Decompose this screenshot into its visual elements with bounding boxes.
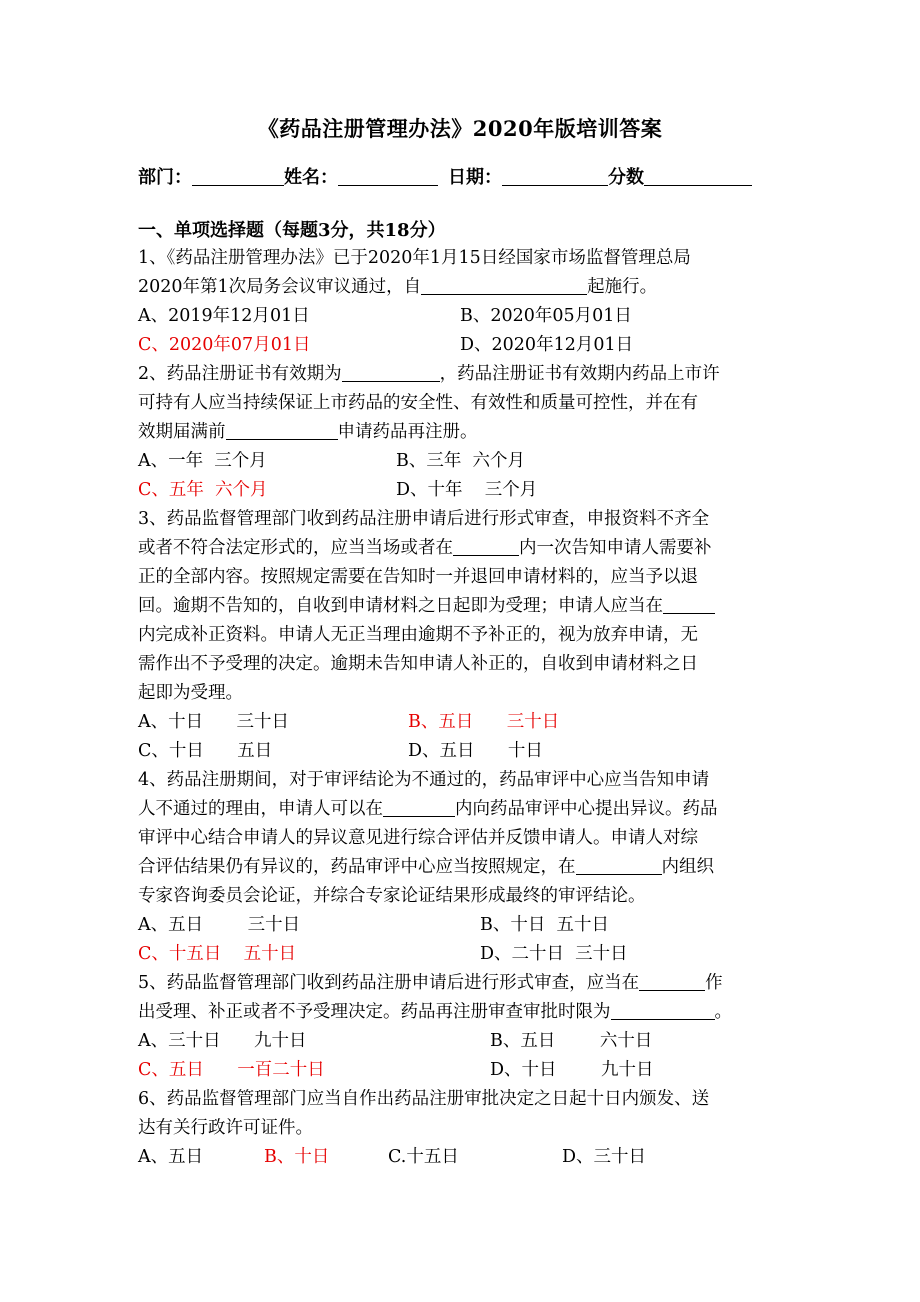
q6-options-row xyxy=(138,1143,798,1172)
q2-option-d[interactable]: D、十年 三个月 xyxy=(396,480,538,500)
q2-option-c-answer[interactable]: C、五年 六个月 xyxy=(138,480,268,500)
q1-options-row-1 xyxy=(138,302,798,331)
q3-line-7: 起即为受理。 xyxy=(138,683,243,703)
q2-line-2: 可持有人应当持续保证上市药品的安全性、有效性和质量可控性，并在有 xyxy=(138,393,698,413)
q4-line-2 xyxy=(138,795,786,824)
document-title: 《药品注册管理办法》2020年版培训答案 xyxy=(257,116,663,141)
q3-option-d[interactable]: D、五日 十日 xyxy=(408,741,543,761)
name-blank[interactable] xyxy=(338,167,438,186)
q2-options-row-2 xyxy=(138,476,798,505)
q5-options-row-1 xyxy=(138,1027,798,1056)
q4-line-1: 4、药品注册期间，对于审评结论为不通过的，药品审评中心应当告知申请 xyxy=(138,770,710,790)
q3-line-2-end: 内一次告知申请人需要补 xyxy=(519,538,712,558)
q2-line-1-end: ，药品注册证书有效期内药品上市许 xyxy=(439,364,720,384)
q2-line-1-text: 2、药品注册证书有效期为 xyxy=(138,364,342,384)
q5-line-2-end: 。 xyxy=(714,1002,732,1022)
q3-option-b-answer[interactable]: B、五日 三十日 xyxy=(408,712,560,732)
q4-blank-2 xyxy=(576,856,662,875)
name-label: 姓名： xyxy=(284,167,338,188)
q3-options-row-2 xyxy=(138,737,798,766)
q3-line-2 xyxy=(138,534,786,563)
q5-option-a[interactable]: A、三十日 九十日 xyxy=(138,1031,307,1051)
q1-line-1: 1、《药品注册管理办法》已于2020年1月15日经国家市场监督管理总局 xyxy=(138,248,691,268)
q5-blank-1 xyxy=(639,972,705,991)
q2-line-3 xyxy=(138,418,786,447)
q6-option-b-answer[interactable]: B、十日 xyxy=(264,1147,330,1167)
q4-line-4 xyxy=(138,853,786,882)
q3-line-1: 3、药品监督管理部门收到药品注册申请后进行形式审查，申报资料不齐全 xyxy=(138,509,710,529)
score-label: 分数 xyxy=(608,167,644,188)
q4-option-c-answer[interactable]: C、十五日 五十日 xyxy=(138,944,297,964)
q5-option-d[interactable]: D、十日 九十日 xyxy=(490,1060,654,1080)
q1-option-b[interactable]: B、2020年05月01日 xyxy=(460,306,632,326)
q3-options-row-1 xyxy=(138,708,798,737)
q6-line-2: 达有关行政许可证件。 xyxy=(138,1118,313,1138)
q4-options-row-1 xyxy=(138,911,798,940)
q5-line-1-text: 5、药品监督管理部门收到药品注册申请后进行形式审查，应当在 xyxy=(138,973,640,993)
q1-option-c-answer[interactable]: C、2020年07月01日 xyxy=(138,335,311,355)
q5-line-2-text: 出受理、补正或者不予受理决定。药品再注册审查审批时限为 xyxy=(138,1002,611,1022)
q6-option-c[interactable]: C.十五日 xyxy=(388,1147,459,1167)
question-6 xyxy=(138,1085,786,1143)
q5-line-2 xyxy=(138,998,786,1027)
q2-options-row-1 xyxy=(138,447,798,476)
question-5 xyxy=(138,969,786,1027)
q6-option-a[interactable]: A、五日 xyxy=(138,1147,204,1167)
question-4 xyxy=(138,766,786,911)
q3-blank-1 xyxy=(453,537,519,556)
q3-line-2-text: 或者不符合法定形式的，应当当场或者在 xyxy=(138,538,453,558)
date-label: 日期： xyxy=(448,167,502,188)
q1-option-d[interactable]: D、2020年12月01日 xyxy=(460,335,634,355)
q1-line-2 xyxy=(138,273,786,302)
score-blank[interactable] xyxy=(644,167,752,186)
q5-line-1-end: 作 xyxy=(705,973,723,993)
q6-line-1: 6、药品监督管理部门应当自作出药品注册审批决定之日起十日内颁发、送 xyxy=(138,1089,710,1109)
q2-line-1 xyxy=(138,360,786,389)
q2-line-3-text: 效期届满前 xyxy=(138,422,226,442)
q5-option-b[interactable]: B、五日 六十日 xyxy=(490,1031,653,1051)
q1-line-2-text: 2020年第1次局务会议审议通过，自 xyxy=(138,277,422,297)
q3-line-4 xyxy=(138,592,786,621)
q3-option-c[interactable]: C、十日 五日 xyxy=(138,741,273,761)
q3-line-6: 需作出不予受理的决定。逾期未告知申请人补正的，自收到申请材料之日 xyxy=(138,654,698,674)
q4-blank-1 xyxy=(383,798,455,817)
question-2 xyxy=(138,360,786,447)
q4-option-d[interactable]: D、二十日 三十日 xyxy=(480,944,628,964)
q2-line-3-end: 申请药品再注册。 xyxy=(337,422,478,442)
q5-blank-2 xyxy=(611,1001,715,1020)
q3-line-3: 正的全部内容。按照规定需要在告知时一并退回申请材料的，应当予以退 xyxy=(138,567,698,587)
q2-blank-2 xyxy=(226,421,338,440)
q1-line-2-end: 起施行。 xyxy=(587,277,658,297)
q5-option-c-answer[interactable]: C、五日 一百二十日 xyxy=(138,1060,325,1080)
q4-line-4-end: 内组织 xyxy=(661,857,714,877)
section-heading-single-choice: 一、单项选择题（每题3分，共18分） xyxy=(138,220,446,241)
q4-line-2-end: 内向药品审评中心提出异议。药品 xyxy=(455,799,718,819)
q4-option-b[interactable]: B、十日 五十日 xyxy=(480,915,609,935)
info-line xyxy=(138,163,788,189)
q1-blank xyxy=(421,276,587,295)
q2-option-a[interactable]: A、一年 三个月 xyxy=(138,451,267,471)
q5-options-row-2 xyxy=(138,1056,798,1085)
q2-option-b[interactable]: B、三年 六个月 xyxy=(396,451,525,471)
q4-options-row-2 xyxy=(138,940,798,969)
question-3 xyxy=(138,505,786,708)
q3-option-a[interactable]: A、十日 三十日 xyxy=(138,712,290,732)
q3-blank-2 xyxy=(663,595,715,614)
q4-line-2-text: 人不通过的理由，申请人可以在 xyxy=(138,799,383,819)
dept-label: 部门： xyxy=(138,167,192,188)
q4-option-a[interactable]: A、五日 三十日 xyxy=(138,915,301,935)
question-1 xyxy=(138,244,786,302)
q2-blank-1 xyxy=(342,363,440,382)
q3-line-5: 内完成补正资料。申请人无正当理由逾期不予补正的，视为放弃申请，无 xyxy=(138,625,698,645)
q1-option-a[interactable]: A、2019年12月01日 xyxy=(138,306,310,326)
date-blank[interactable] xyxy=(502,167,608,186)
q4-line-4-text: 合评估结果仍有异议的，药品审评中心应当按照规定，在 xyxy=(138,857,576,877)
dept-blank[interactable] xyxy=(192,167,284,186)
q6-option-d[interactable]: D、三十日 xyxy=(562,1147,647,1167)
q1-options-row-2 xyxy=(138,331,798,360)
q5-line-1 xyxy=(138,969,786,998)
q4-line-5: 专家咨询委员会论证，并综合专家论证结果形成最终的审评结论。 xyxy=(138,886,646,906)
q4-line-3: 审评中心结合申请人的异议意见进行综合评估并反馈申请人。申请人对综 xyxy=(138,828,698,848)
q3-line-4-text: 回。逾期不告知的，自收到申请材料之日起即为受理；申请人应当在 xyxy=(138,596,663,616)
